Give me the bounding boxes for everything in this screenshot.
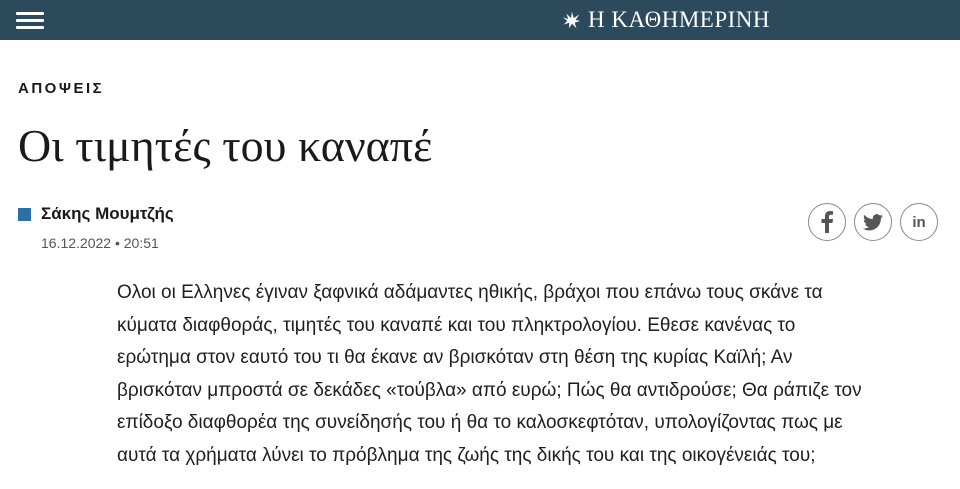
brand-name: Η ΚΑΘΗΜΕΡΙΝΗ bbox=[587, 7, 770, 32]
body-line: Ολοι οι Ελληνες έγιναν ξαφνικά αδάμαντες ηθικής, βράχοι που επάνω τους σκάνε τα bbox=[117, 282, 823, 303]
facebook-icon bbox=[820, 211, 834, 233]
body-line: επίδοξο διαφθορέα της συνείδησής του ή θα το καλοσκεφτόταν, υπολογίζοντας πως με bbox=[117, 412, 843, 434]
publish-date: 16.12.2022 • 20:51 bbox=[41, 235, 159, 251]
hamburger-icon[interactable] bbox=[16, 10, 44, 30]
article-title: Οι τιμητές του καναπέ bbox=[18, 120, 433, 171]
hamburger-line bbox=[16, 19, 44, 22]
author-marker-icon bbox=[18, 208, 31, 221]
twitter-share-button[interactable] bbox=[854, 203, 892, 241]
linkedin-share-button[interactable] bbox=[900, 203, 938, 241]
linkedin-icon: in bbox=[912, 213, 926, 231]
facebook-share-button[interactable] bbox=[808, 203, 846, 241]
author-name[interactable]: Σάκης Μουμτζής bbox=[41, 204, 174, 223]
body-line: κύματα διαφθοράς, τιμητές του καναπέ και του πληκτρολογίου. Εθεσε κανένας το bbox=[117, 314, 796, 336]
site-logo[interactable] bbox=[560, 6, 770, 34]
article-body bbox=[117, 277, 947, 473]
author-byline bbox=[18, 204, 174, 224]
hamburger-line bbox=[16, 12, 44, 15]
section-label[interactable]: ΑΠΟΨΕΙΣ bbox=[18, 80, 105, 97]
hamburger-line bbox=[16, 26, 44, 29]
body-line: αυτά τα χρήματα λύνει το πρόβλημα της ζωής της δικής του και της οικογένειάς του; bbox=[117, 444, 816, 466]
eagle-logo-icon bbox=[560, 9, 582, 31]
body-line: βρισκόταν μπροστά σε δεκάδες «τούβλα» από ευρώ; Πώς θα αντιδρούσε; Θα ράπιζε τον bbox=[117, 379, 862, 401]
twitter-icon bbox=[863, 214, 883, 231]
share-buttons bbox=[808, 203, 938, 241]
body-line: ερώτημα στον εαυτό του τι θα έκανε αν βρισκόταν στη θέση της κυρίας Καϊλή; Αν bbox=[117, 347, 793, 369]
top-navigation-bar bbox=[0, 0, 960, 40]
